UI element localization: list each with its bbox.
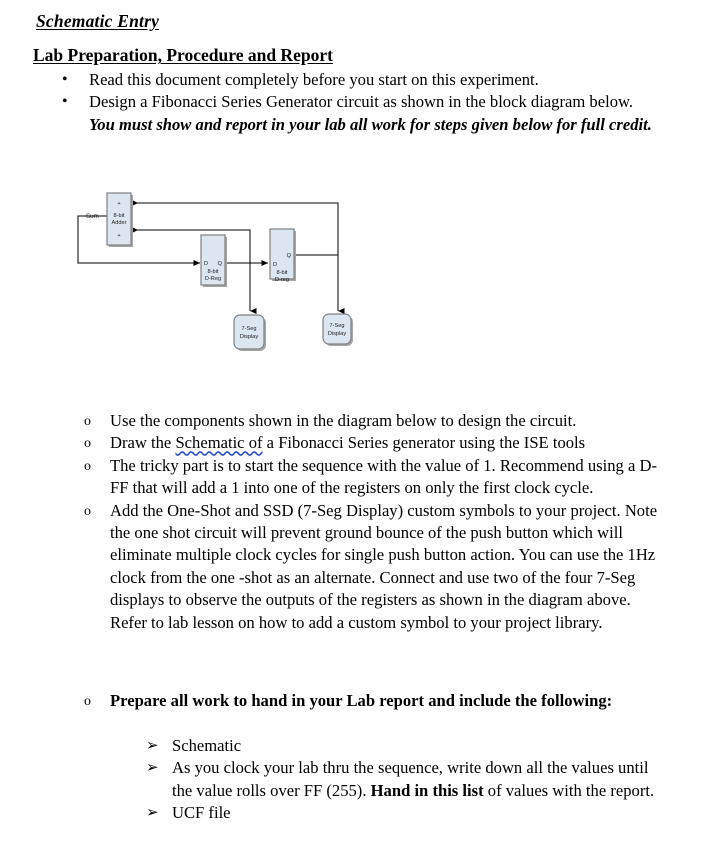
final-item-0: [146, 735, 666, 757]
section-heading: Lab Preparation, Procedure and Report: [33, 45, 333, 65]
bullet-item-l2-3: [84, 500, 669, 634]
text-run: Schematic of: [175, 433, 263, 453]
dreg2-line1: 8-bit: [276, 270, 288, 276]
dreg1-d-label: D: [204, 261, 209, 267]
text-run: Use the components shown in the diagram below to design the circuit.: [110, 411, 577, 430]
text-run: UCF file: [172, 803, 231, 823]
bullet-marker-icon: •: [62, 71, 68, 88]
final-section-heading: [84, 690, 669, 712]
text-run: Design a Fibonacci Series Generator circuit as shown in the block diagram below.: [89, 92, 634, 112]
fibonacci-block-diagram: [60, 185, 400, 375]
adder-plus-bottom: +: [117, 233, 121, 239]
bullet-item-l1-0: [62, 69, 662, 91]
bullet-marker-icon: o: [84, 503, 91, 519]
bullet-text: [110, 455, 669, 500]
block-dreg-2: [270, 229, 296, 283]
text-run: Hand in this list: [370, 780, 484, 800]
text-run: Draw the: [110, 433, 176, 453]
bullet-marker-icon: ➢: [146, 738, 159, 754]
bullet-text: [172, 735, 666, 757]
text-run: Read this document completely before you start on this experiment.: [89, 70, 539, 89]
adder-line1: 8-bit: [113, 213, 125, 219]
text-run: The tricky part is to start the sequence with the value of 1. Recommend using a D-FF that will add a 1 into one of the registers on only the first clock cycle.: [110, 455, 657, 498]
bullet-text: [172, 802, 666, 824]
display1-line2: Display: [239, 334, 259, 340]
text-run: Add the One-Shot and SSD (7-Seg Display) custom symbols to your project. Note the one shot circuit will prevent ground bounce of the push button which will eliminate multiple clock cycles for single push button action. You can use the 1Hz clock from the one -shot as an alternate. Connect and use two of the four 7-Seg displays to observe the outputs of the registers as shown in the diagram above. Refer to lab lesson on how to add a custom symbol to your project library.: [110, 500, 658, 632]
bullet-marker-icon: o: [84, 694, 91, 709]
bullet-list-level2: [84, 410, 669, 634]
bullet-text: [172, 757, 666, 802]
display2-line1: 7-Seg: [329, 323, 345, 329]
bullet-marker-icon: •: [62, 93, 68, 111]
bullet-text: [89, 69, 662, 91]
bullet-item-l2-0: [84, 410, 669, 432]
bullet-item-l1-1: [62, 91, 662, 136]
text-run: You must show and report in your lab all work for steps given below for full credit.: [89, 114, 652, 134]
dreg1-q-label: Q: [217, 261, 222, 267]
block-adder: [107, 193, 134, 247]
bullet-text: [110, 500, 669, 634]
bullet-text: [110, 410, 669, 432]
text-run: a Fibonacci Series generator using the ISE tools: [262, 433, 586, 453]
final-section-heading-text: Prepare all work to hand in your Lab report and include the following:: [110, 691, 613, 710]
wire-reg1-q-to-adder-bottom: [132, 230, 250, 263]
wire-reg2-q-to-adder-top: [132, 203, 338, 255]
final-item-1: [146, 757, 666, 802]
bullet-text: [89, 91, 662, 136]
sum-label: Sum: [86, 213, 99, 220]
dreg2-q-label: Q: [286, 253, 291, 259]
dreg2-d-label: D: [273, 262, 278, 268]
text-run: of values with the report.: [483, 780, 655, 800]
bullet-marker-icon: o: [84, 414, 91, 429]
dreg1-line2: D-Reg: [204, 276, 222, 282]
page-title: Schematic Entry: [36, 11, 160, 31]
bullet-item-l2-1: [84, 432, 669, 454]
bullet-marker-icon: ➢: [146, 805, 159, 822]
final-section-items: [146, 735, 666, 825]
adder-plus-top: +: [117, 201, 121, 207]
adder-line2: Adder: [111, 220, 127, 226]
bullet-item-l2-2: [84, 455, 669, 500]
wire-sum: [78, 216, 200, 263]
display2-line2: Display: [327, 331, 347, 337]
dreg2-line2: D-reg: [275, 277, 289, 283]
final-item-2: [146, 802, 666, 824]
bullet-marker-icon: o: [84, 436, 91, 452]
text-run: Schematic: [172, 736, 242, 755]
block-dreg-1: [201, 235, 227, 287]
block-seven-seg-display-2: [323, 314, 353, 346]
text-run: As you clock your lab thru the sequence, write down all the values until the value rolls over FF (255).: [172, 758, 649, 800]
block-seven-seg-display-1: [234, 315, 266, 351]
bullet-list-level1: [62, 69, 662, 136]
final-section-heading-block: [84, 690, 669, 712]
bullet-text: [110, 432, 669, 454]
display1-line1: 7-Seg: [241, 326, 257, 332]
bullet-marker-icon: ➢: [146, 760, 159, 777]
bullet-marker-icon: o: [84, 458, 91, 474]
dreg1-line1: 8-bit: [207, 269, 219, 275]
